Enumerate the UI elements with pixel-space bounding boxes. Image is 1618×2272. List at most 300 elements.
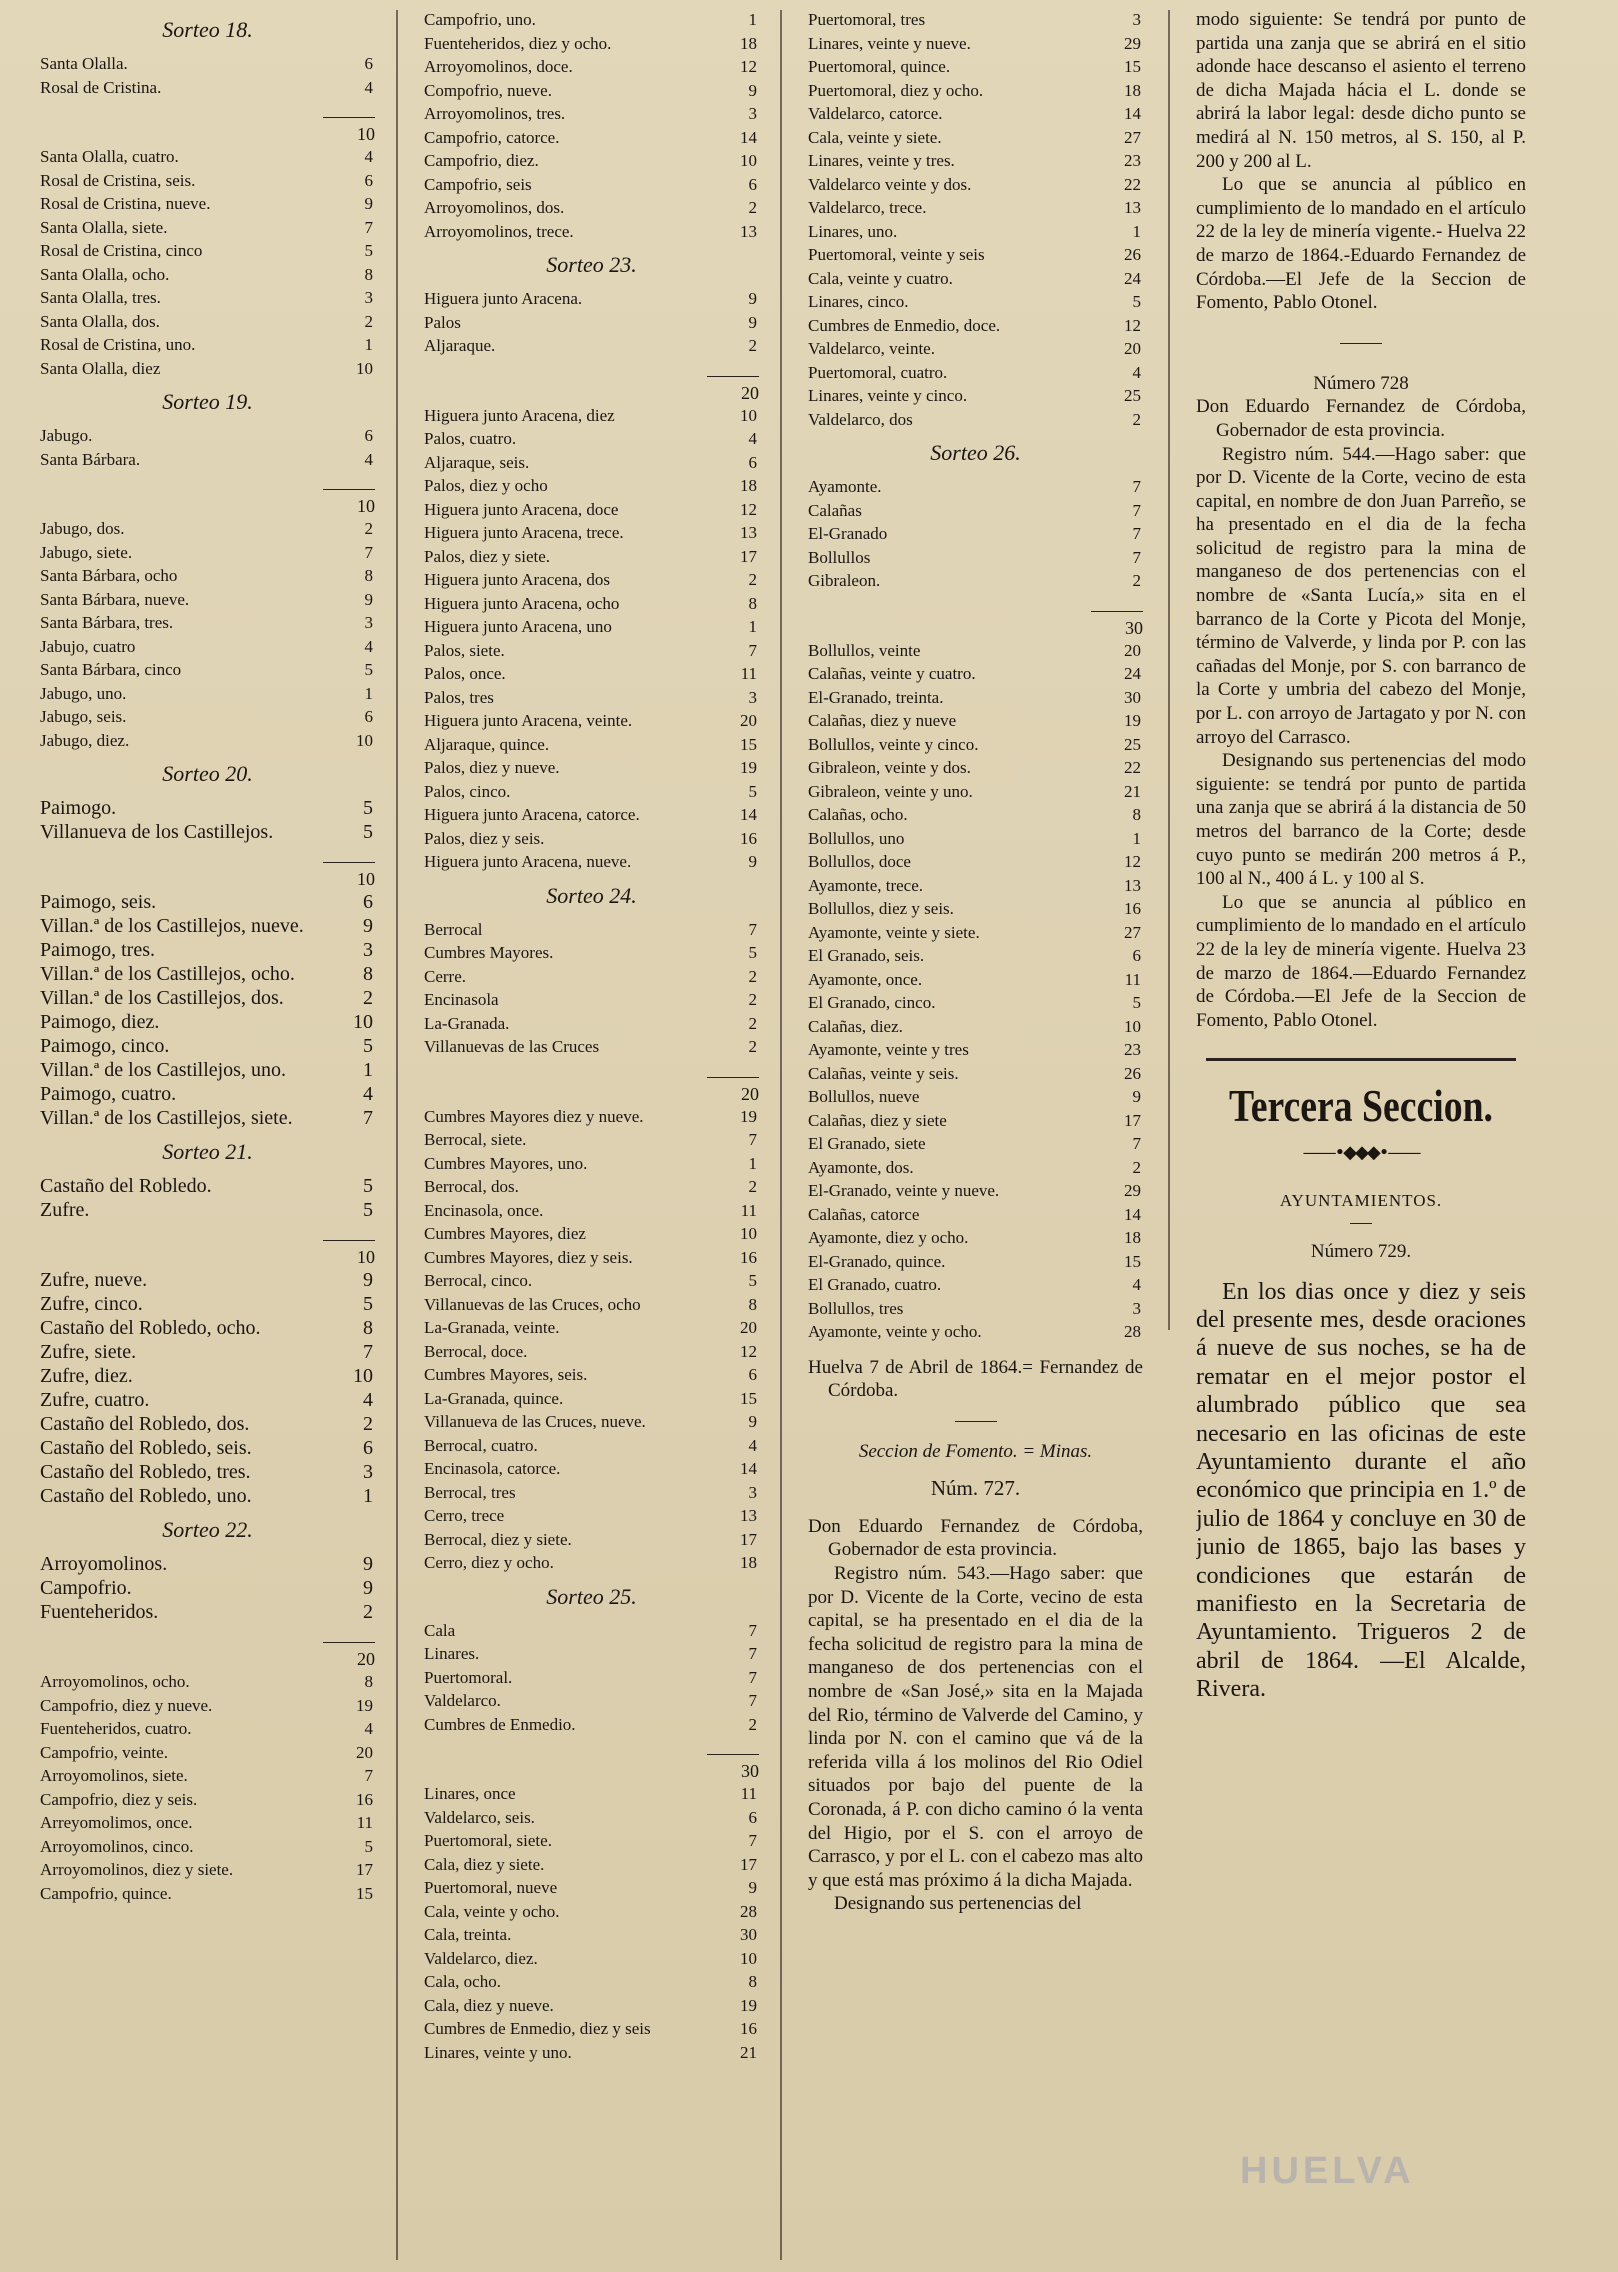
entry-number: 16: [356, 1789, 373, 1809]
entry-number: 2: [363, 1601, 373, 1623]
entry-number: 6: [364, 426, 373, 445]
entry-name: Encinasola: [424, 990, 499, 1009]
lottery-entry: [424, 1782, 759, 1806]
lottery-entry: [40, 1764, 375, 1788]
entry-number: 28: [1124, 1322, 1141, 1341]
entry-number: 21: [740, 2042, 757, 2062]
separator-rule: [1340, 343, 1382, 344]
entry-number: 5: [364, 660, 373, 679]
entry-number: 17: [740, 546, 757, 566]
entry-name: Ayamonte, veinte y tres: [808, 1040, 969, 1059]
lottery-entry: [808, 569, 1143, 593]
entry-name: Puertomoral, nueve: [424, 1878, 558, 1897]
lottery-entry: [424, 1105, 759, 1129]
lottery-entry: [40, 216, 375, 240]
entry-number: 2: [748, 336, 757, 355]
entry-name: Campofrio, uno.: [424, 10, 536, 29]
lottery-entry: [808, 1297, 1143, 1321]
lottery-entry: [424, 1481, 759, 1505]
entry-number: 9: [748, 1878, 757, 1897]
entry-name: Rosal de Cristina, nueve.: [40, 194, 211, 213]
entry-name: Arroyomolinos, tres.: [424, 104, 566, 123]
entry-name: Arroyomolinos, siete.: [40, 1766, 188, 1785]
entry-number: 8: [748, 593, 757, 613]
lottery-entry: [808, 149, 1143, 173]
entry-name: El Granado, seis.: [808, 946, 925, 965]
entry-number: 3: [364, 613, 373, 632]
entry-name: Santa Bárbara.: [40, 449, 141, 469]
lottery-entry: [424, 220, 759, 244]
entry-name: Cala, diez y siete.: [424, 1854, 545, 1874]
entry-number: 10: [356, 730, 373, 750]
lottery-entry: [808, 639, 1143, 663]
entry-name: El-Granado, quince.: [808, 1251, 946, 1271]
lottery-entry: [40, 263, 375, 287]
entry-name: Valdelarco, dos: [808, 409, 913, 429]
entry-number: 6: [364, 54, 373, 73]
lottery-entry: [424, 545, 759, 569]
entry-number: 9: [363, 1577, 373, 1599]
sorteo-total: [40, 844, 375, 890]
lottery-entry: [808, 944, 1143, 968]
notice-number: Número 728: [1313, 372, 1409, 394]
lottery-entry: [40, 1034, 375, 1058]
entry-number: 2: [1132, 409, 1141, 429]
entry-number: 15: [740, 734, 757, 754]
separator-rule: [1350, 1223, 1372, 1224]
entry-number: 17: [356, 1860, 373, 1879]
total-value: 10: [357, 1247, 375, 1267]
entry-number: 7: [363, 1341, 373, 1363]
entry-name: Berrocal, cinco.: [424, 1271, 533, 1290]
lottery-entry: [40, 588, 375, 612]
entry-name: Compofrio, nueve.: [424, 80, 552, 100]
entry-number: 9: [748, 1412, 757, 1431]
entry-number: 5: [363, 821, 373, 843]
entry-number: 25: [1124, 734, 1141, 754]
lottery-entry: [40, 1388, 375, 1412]
entry-name: Bollullos, tres: [808, 1298, 904, 1318]
lottery-entry: [40, 169, 375, 193]
total-rule: [323, 862, 375, 863]
entry-name: Puertomoral, veinte y seis: [808, 245, 985, 264]
entry-number: 2: [748, 966, 757, 986]
entry-name: Jabugo, dos.: [40, 519, 125, 538]
entry-name: Encinasola, catorce.: [424, 1459, 561, 1478]
lottery-entry: [40, 914, 375, 938]
lottery-entry: [40, 310, 375, 334]
entry-number: 10: [740, 1224, 757, 1243]
lottery-entry: [40, 1268, 375, 1292]
entry-name: Cumbres Mayores, diez: [424, 1224, 586, 1243]
lottery-entry: [424, 1806, 759, 1830]
entry-name: Linares.: [424, 1644, 480, 1663]
entry-number: 13: [740, 523, 757, 542]
entry-number: 2: [363, 1413, 373, 1435]
entry-number: 3: [364, 288, 373, 307]
entry-number: 30: [1124, 687, 1141, 707]
entry-number: 16: [740, 2019, 757, 2038]
entry-number: 6: [748, 1365, 757, 1384]
lottery-entry: [808, 874, 1143, 898]
lottery-entry: [40, 145, 375, 169]
entry-number: 4: [748, 429, 757, 448]
entry-name: Valdelarco, veinte.: [808, 339, 935, 358]
total-rule: [323, 1240, 375, 1241]
entry-name: Jabugo.: [40, 426, 93, 445]
lottery-entry: [808, 991, 1143, 1015]
signature-line: Huelva 7 de Abril de 1864.= Fernandez de Córdoba.: [808, 1356, 1143, 1402]
entry-number: 10: [353, 1011, 373, 1033]
entry-number: 7: [364, 1766, 373, 1785]
lottery-entry: [424, 1293, 759, 1317]
entry-number: 17: [1124, 1110, 1141, 1130]
entry-name: Palos, diez y siete.: [424, 546, 551, 566]
lottery-entry: [40, 729, 375, 753]
lottery-entry: [40, 1788, 375, 1812]
lottery-entry: [808, 546, 1143, 570]
lottery-entry: [808, 314, 1143, 338]
lottery-entry: [424, 1876, 759, 1900]
entry-name: Berrocal: [424, 919, 483, 939]
lottery-entry: [808, 1085, 1143, 1109]
lottery-entry: [40, 52, 375, 76]
entry-number: 30: [740, 1925, 757, 1944]
entry-number: 11: [740, 1784, 757, 1803]
entry-name: Higuera junto Aracena, catorce.: [424, 805, 640, 824]
entry-name: Campofrio, diez y seis.: [40, 1789, 198, 1809]
entry-name: Aljaraque, quince.: [424, 734, 550, 754]
entry-name: Santa Olalla, siete.: [40, 217, 168, 237]
entry-number: 4: [363, 1389, 373, 1411]
entry-name: Ayamonte, trece.: [808, 875, 924, 895]
notice-designation: Designando sus pertenencias del modo siguiente: se tendrá por punto de partida una zanja que se abrirá á la distancia de 50 metros del barranco de la Corte; desde cuyo punto se medirán 200 metros á P., 100 al N., 400 á L. y 100 al S.: [1196, 750, 1526, 890]
entry-number: 17: [740, 1854, 757, 1874]
entry-name: Linares, veinte y cinco.: [808, 386, 968, 405]
entry-name: Santa Olalla.: [40, 54, 128, 73]
column-divider: [396, 10, 398, 2260]
notice-announcement: Lo que se anuncia al público en cumplimiento de lo mandado en el artículo 22 de la ley de minería vigente. Huelva 23 de marzo de 1864.—Eduardo Fernandez de Córdoba.—El Jefe de la Seccion de Fomento, Pablo Otonel.: [1196, 891, 1526, 1031]
entry-name: Gibraleon.: [808, 571, 881, 590]
lottery-entry: [40, 192, 375, 216]
lottery-entry: [424, 1222, 759, 1246]
lottery-entry: [424, 1947, 759, 1971]
entry-number: 8: [363, 1317, 373, 1339]
entry-number: 27: [1124, 922, 1141, 942]
entry-number: 2: [748, 1013, 757, 1033]
entry-number: 22: [1124, 758, 1141, 777]
total-value: 20: [357, 1649, 375, 1669]
entry-number: 5: [363, 1035, 373, 1057]
entry-number: 2: [363, 987, 373, 1009]
entry-number: 19: [740, 1995, 757, 2015]
entry-number: 6: [1132, 946, 1141, 965]
entry-number: 19: [1124, 711, 1141, 730]
entry-name: Palos, once.: [424, 664, 506, 683]
entry-number: 7: [748, 1620, 757, 1640]
lottery-entry: [424, 173, 759, 197]
lottery-entry: [424, 521, 759, 545]
entry-number: 11: [740, 664, 757, 683]
notice-intro: Don Eduardo Fernandez de Córdoba, Gobernador de esta provincia.: [808, 1515, 1143, 1561]
entry-name: Villanueva de los Castillejos.: [40, 821, 274, 843]
entry-name: Ayamonte, dos.: [808, 1157, 914, 1177]
sorteo-heading: Sorteo 22.: [162, 1517, 253, 1542]
entry-number: 2: [748, 1714, 757, 1734]
lottery-entry: [424, 287, 759, 311]
entry-number: 5: [1132, 292, 1141, 311]
entry-number: 22: [1124, 174, 1141, 194]
entry-name: Ayamonte, diez y ocho.: [808, 1228, 969, 1247]
entry-name: Rosal de Cristina, seis.: [40, 170, 196, 190]
entry-name: Higuera junto Aracena, trece.: [424, 523, 624, 542]
entry-name: Berrocal, cuatro.: [424, 1435, 538, 1455]
lottery-entry: [808, 733, 1143, 757]
entry-name: Berrocal, doce.: [424, 1341, 528, 1361]
ornament-divider: ——•◆◆◆•——: [1302, 1142, 1420, 1164]
sorteo-total: [424, 1736, 759, 1782]
entry-name: Arroyomolinos, diez y siete.: [40, 1860, 234, 1879]
lottery-entry: [40, 424, 375, 448]
entry-number: 7: [364, 542, 373, 562]
entry-name: Jabugo, diez.: [40, 730, 130, 750]
subsection-heading: AYUNTAMIENTOS.: [1279, 1191, 1443, 1211]
lottery-entry: [424, 1853, 759, 1877]
entry-number: 25: [1124, 386, 1141, 405]
lottery-entry: [808, 1226, 1143, 1250]
entry-number: 2: [748, 570, 757, 589]
lottery-entry: [808, 243, 1143, 267]
lottery-entry: [424, 1387, 759, 1411]
entry-name: Campofrio, catorce.: [424, 127, 560, 147]
entry-number: 5: [363, 1293, 373, 1315]
sorteo-total: [40, 471, 375, 517]
lottery-entry: [424, 1316, 759, 1340]
entry-name: Bollullos: [808, 547, 871, 567]
entry-name: Jabugo, seis.: [40, 707, 127, 726]
entry-name: Zufre, siete.: [40, 1341, 137, 1363]
entry-name: Calañas, diez y siete: [808, 1110, 947, 1130]
entry-name: Villanuevas de las Cruces, ocho: [424, 1294, 641, 1314]
entry-name: Santa Bárbara, nueve.: [40, 589, 190, 609]
sorteo-heading: Sorteo 23.: [546, 252, 637, 277]
entry-name: Cumbres Mayores, uno.: [424, 1153, 588, 1173]
lottery-entry: [808, 290, 1143, 314]
lottery-entry: [40, 1576, 375, 1600]
lottery-entry: [424, 1269, 759, 1293]
lottery-entry: [40, 1835, 375, 1859]
entry-name: El-Granado, treinta.: [808, 687, 944, 707]
entry-name: Bollullos, nueve: [808, 1087, 920, 1106]
entry-name: Paimogo, diez.: [40, 1011, 160, 1033]
entry-number: 18: [1124, 1228, 1141, 1247]
lottery-entry: [808, 709, 1143, 733]
entry-name: Valdelarco, trece.: [808, 198, 927, 217]
notice-body: Registro núm. 543.—Hago saber: que por D. Vicente de la Corte, vecino de esta capital, se ha presentado en el dia de la fecha solicitud de registro para la mina de manganeso de dos pertenencias con el nombre de «San José,» sita en la Majada del Rio, término de Valverde del Camino, y linda por N. con el camino que vá de la referida villa á los molinos del Rio Odiel situados por bajo del puente de la Coronada, á P. con dicho camino ó la venta del Higio, por el S. con el arroyo de Carrasco, y por el L. con el cabezo mas alto y que está mas próximo á la dicha Majada.: [808, 1563, 1143, 1891]
lottery-entry: [808, 662, 1143, 686]
entry-number: 3: [1132, 1298, 1141, 1318]
archive-watermark: HUELVA: [1240, 2150, 1415, 2192]
entry-name: Valdelarco, seis.: [424, 1807, 535, 1827]
entry-name: Arreyomolimos, once.: [40, 1813, 193, 1832]
lottery-entry: [424, 1994, 759, 2018]
lottery-entry: [808, 8, 1143, 32]
entry-name: Castaño del Robledo, ocho.: [40, 1317, 261, 1339]
entry-name: Cerre.: [424, 966, 467, 986]
entry-name: Higuera junto Aracena, ocho: [424, 593, 620, 613]
lottery-entry: [424, 1923, 759, 1947]
total-value: 30: [741, 1761, 759, 1781]
lottery-entry: [40, 1106, 375, 1130]
lottery-entry: [424, 451, 759, 475]
notice-continuation: modo siguiente: Se tendrá por punto de partida una zanja que se abrirá en el sitio adonde hace descanso el asiento el terreno de dicha Majada hácia el L. donde se abrirá la labor legal: desde dicho punto se medirá al N. 150 metros, al S. 150, al P. 200 y 200 al L.: [1196, 9, 1526, 172]
entry-number: 13: [1124, 198, 1141, 217]
entry-number: 8: [1132, 805, 1141, 824]
lottery-entry: [808, 1203, 1143, 1227]
entry-number: 18: [740, 1553, 757, 1572]
entry-number: 4: [748, 1435, 757, 1455]
lottery-entry: [40, 1484, 375, 1508]
entry-name: Cala, veinte y cuatro.: [808, 268, 953, 288]
entry-number: 5: [363, 1199, 373, 1221]
entry-number: 5: [748, 943, 757, 962]
sorteo-total: [808, 593, 1143, 639]
entry-number: 4: [1132, 1275, 1141, 1294]
lottery-entry: [424, 941, 759, 965]
entry-number: 10: [356, 358, 373, 378]
lottery-entry: [808, 1109, 1143, 1133]
entry-name: Castaño del Robledo, tres.: [40, 1461, 251, 1483]
entry-number: 2: [1132, 571, 1141, 590]
lottery-entry: [424, 1152, 759, 1176]
lottery-entry: [424, 404, 759, 428]
entry-number: 7: [364, 217, 373, 237]
sorteo-total: [40, 1222, 375, 1268]
entry-number: 3: [1132, 10, 1141, 29]
entry-name: La-Granada, quince.: [424, 1388, 564, 1408]
lottery-entry: [424, 1619, 759, 1643]
lottery-entry: [808, 79, 1143, 103]
entry-number: 9: [363, 1553, 373, 1575]
entry-name: Bollullos, veinte y cinco.: [808, 734, 979, 754]
entry-number: 20: [740, 711, 757, 730]
entry-number: 5: [364, 241, 373, 260]
entry-number: 24: [1124, 664, 1141, 683]
lottery-entry: [40, 890, 375, 914]
entry-name: Palos, diez y nueve.: [424, 758, 560, 777]
lottery-entry: [424, 498, 759, 522]
total-rule: [323, 1642, 375, 1643]
lottery-entry: [40, 962, 375, 986]
sorteo-heading: Sorteo 26.: [930, 440, 1021, 465]
lottery-entry: [424, 2041, 759, 2065]
entry-number: 23: [1124, 1040, 1141, 1059]
entry-name: Valdelarco, diez.: [424, 1948, 538, 1968]
entry-number: 18: [740, 33, 757, 53]
lottery-entry: [424, 1900, 759, 1924]
lottery-entry: [40, 1436, 375, 1460]
entry-name: Linares, cinco.: [808, 292, 909, 311]
lottery-entry: [424, 1410, 759, 1434]
entry-name: Berrocal, tres: [424, 1482, 516, 1502]
entry-number: 10: [1124, 1016, 1141, 1036]
entry-number: 9: [1132, 1087, 1141, 1106]
entry-name: Calañas, diez.: [808, 1016, 903, 1036]
lottery-entry: [40, 611, 375, 635]
entry-name: Campofrio.: [40, 1577, 132, 1599]
entry-number: 3: [748, 104, 757, 123]
entry-name: Villanueva de las Cruces, nueve.: [424, 1412, 646, 1431]
entry-number: 7: [363, 1107, 373, 1129]
entry-name: Encinasola, once.: [424, 1200, 544, 1220]
entry-name: Linares, once: [424, 1784, 516, 1803]
notice-body: Registro núm. 544.—Hago saber: que por D. Vicente de la Corte, vecino de esta capital, en nombre de don Juan Parreño, se ha presentado en el dia de la fecha solicitud de registro para la mina de manganeso de dos pertenencias con el nombre de «Santa Lucía,» sita en el barranco de la Corte y Picota del Monje, término de Valverde, y linda por P. con las cañadas del Monje, por S. con barranco de la Corte y umbria del cabezo del Monje, por L. con arroyo de Jartagato y por N. con arroyo del Carrasco.: [1196, 443, 1526, 748]
entry-number: 6: [364, 707, 373, 726]
lottery-entry: [424, 334, 759, 358]
entry-number: 8: [364, 264, 373, 284]
lottery-entry: [424, 1128, 759, 1152]
entry-name: Calañas, veinte y cuatro.: [808, 664, 976, 683]
entry-name: Cala, diez y nueve.: [424, 1995, 554, 2015]
entry-name: Linares, veinte y nueve.: [808, 33, 971, 53]
entry-number: 9: [363, 915, 373, 937]
entry-number: 10: [740, 405, 757, 425]
lottery-entry: [808, 267, 1143, 291]
lottery-entry: [424, 639, 759, 663]
entry-name: Palos, tres: [424, 687, 494, 707]
lottery-entry: [40, 1811, 375, 1835]
entry-name: Fuenteheridos.: [40, 1601, 159, 1623]
entry-name: Linares, uno.: [808, 221, 898, 241]
entry-number: 7: [748, 1831, 757, 1850]
entry-name: Puertomoral, siete.: [424, 1831, 552, 1850]
entry-name: Jabugo, uno.: [40, 683, 127, 703]
entry-name: Valdelarco, catorce.: [808, 104, 943, 123]
entry-number: 2: [364, 311, 373, 331]
entry-number: 26: [1124, 245, 1141, 264]
lottery-entry: [424, 1689, 759, 1713]
notice-intro: Don Eduardo Fernandez de Córdoba, Gobernador de esta provincia.: [1196, 396, 1526, 441]
entry-name: Cala, treinta.: [424, 1925, 512, 1944]
lottery-entry: [40, 1316, 375, 1340]
lottery-entry: [424, 918, 759, 942]
entry-name: Santa Bárbara, cinco: [40, 660, 182, 679]
lottery-entry: [808, 337, 1143, 361]
entry-number: 9: [364, 194, 373, 213]
entry-name: Cumbres de Enmedio, diez y seis: [424, 2019, 651, 2038]
lottery-entry: [424, 1551, 759, 1575]
column-divider: [1168, 10, 1170, 1330]
entry-name: Gibraleon, veinte y dos.: [808, 758, 971, 777]
lottery-entry: [40, 986, 375, 1010]
entry-number: 17: [740, 1529, 757, 1549]
lottery-entry: [808, 361, 1143, 385]
entry-number: 6: [363, 891, 373, 913]
lottery-entry: [424, 311, 759, 335]
entry-name: Santa Bárbara, tres.: [40, 613, 174, 632]
entry-name: Ayamonte, once.: [808, 969, 923, 989]
entry-name: Higuera junto Aracena, veinte.: [424, 711, 633, 730]
sorteo-heading: Sorteo 25.: [546, 1583, 637, 1609]
lottery-entry: [424, 965, 759, 989]
entry-name: Arroyomolinos, cinco.: [40, 1836, 194, 1856]
lottery-entry: [40, 1198, 375, 1222]
entry-number: 8: [363, 963, 373, 985]
entry-number: 6: [363, 1437, 373, 1459]
entry-number: 9: [363, 1269, 373, 1291]
entry-number: 7: [1132, 547, 1141, 567]
entry-number: 29: [1124, 33, 1141, 53]
